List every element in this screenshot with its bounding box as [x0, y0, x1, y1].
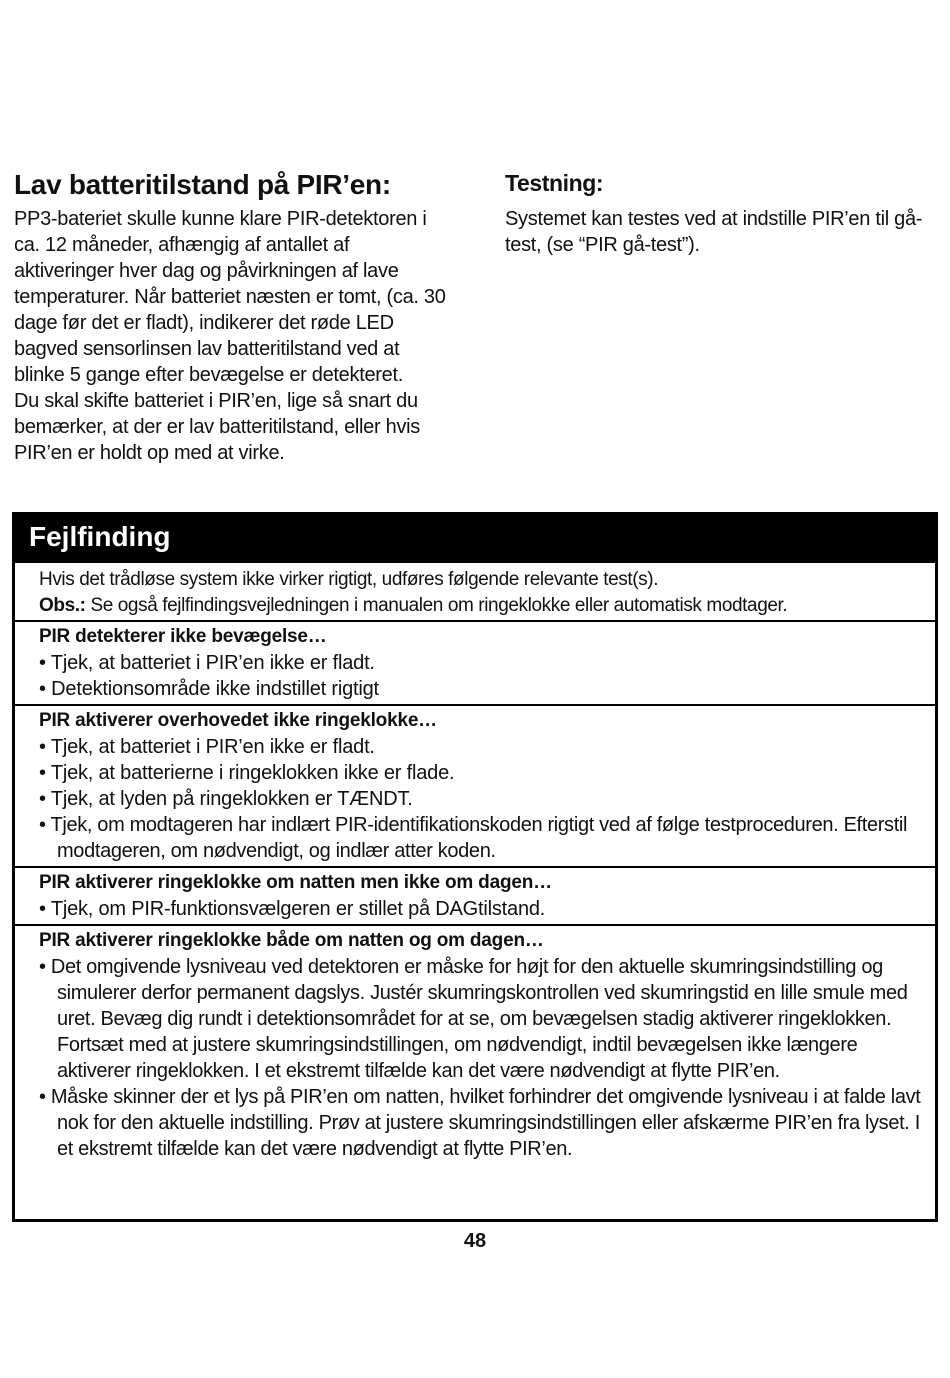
list-item: • Tjek, at batteriet i PIR’en ikke er fladt. — [39, 650, 929, 676]
note-label: Obs.: — [39, 595, 86, 616]
list-item: • Tjek, at batteriet i PIR’en ikke er fladt. — [39, 734, 929, 760]
troubleshooting-intro — [15, 563, 935, 622]
section-heading: PIR aktiverer overhovedet ikke ringeklokke… — [39, 710, 437, 731]
section-heading: PIR aktiverer ringeklokke om natten men ikke om dagen… — [39, 872, 552, 893]
page-number: 48 — [463, 1230, 487, 1252]
list-item: • Tjek, at lyden på ringeklokken er TÆNDT. — [39, 786, 929, 812]
troubleshoot-section-day-and-night — [15, 926, 935, 1164]
section-heading: PIR aktiverer ringeklokke både om natten og om dagen… — [39, 930, 544, 951]
low-battery-paragraph-2: Du skal skifte batteriet i PIR’en, lige så snart du bemærker, at der er lav batteritilstand, eller hvis PIR’en er holdt op med at virke. — [14, 390, 420, 464]
troubleshoot-section-no-chime — [15, 706, 935, 868]
section-heading: PIR detekterer ikke bevægelse… — [39, 626, 327, 647]
note-line — [39, 593, 929, 619]
testing-column — [505, 166, 935, 258]
list-item: • Tjek, at batterierne i ringeklokken ikke er flade. — [39, 760, 929, 786]
intro-text: Hvis det trådløse system ikke virker rigtigt, udføres følgende relevante test(s). — [39, 569, 659, 590]
low-battery-paragraph: PP3-bateriet skulle kunne klare PIR-detektoren i ca. 12 måneder, afhængig af antallet af aktiveringer hver dag og påvirkningen af lave temperaturer. Når batteriet næsten er tomt, (ca. 30 dage før det er fladt), indikerer det røde LED bagved sensorlinsen lav batteritilstand ved at blinke 5 gange efter bevægelse er detekteret. — [14, 208, 446, 386]
list-item: • Detektionsområde ikke indstillet rigtigt — [39, 676, 929, 702]
troubleshoot-section-no-motion — [15, 622, 935, 706]
low-battery-column — [14, 166, 454, 466]
list-item: • Tjek, om modtageren har indlært PIR-identifikationskoden rigtigt ved af følge testproceduren. Efterstil modtageren, om nødvendigt, og indlær atter koden. — [39, 812, 929, 864]
low-battery-heading: Lav batteritilstand på PIR’en: — [14, 169, 391, 200]
troubleshooting-title: Fejlfinding — [15, 515, 935, 563]
list-item: • Måske skinner der et lys på PIR’en om natten, hvilket forhindrer det omgivende lysniveau i at falde lavt nok for den aktuelle indstilling. Prøv at justere skumringsindstillingen eller afskærme PIR’en fra lyset. I et ekstremt tilfælde kan det være nødvendigt at flytte PIR’en. — [39, 1084, 929, 1162]
note-text: Se også fejlfindingsvejledningen i manualen om ringeklokke eller automatisk modtager. — [85, 595, 788, 616]
testing-heading: Testning: — [505, 170, 604, 196]
troubleshoot-section-night-only — [15, 868, 935, 926]
troubleshooting-box — [12, 512, 938, 1222]
testing-paragraph: Systemet kan testes ved at indstille PIR’en til gå-test, (se “PIR gå-test”). — [505, 208, 923, 256]
list-item: • Det omgivende lysniveau ved detektoren er måske for højt for den aktuelle skumringsindstilling og simulerer derfor permanent dagslys. Justér skumringskontrollen ved skumringstid en lille smule med uret. Bevæg dig rundt i detektionsområdet for at se, om bevægelsen stadig aktiverer ringeklokken. Fortsæt med at justere skumringsindstillingen, om nødvendigt, indtil bevægelsen ikke længere aktiverer ringeklokken. I et ekstremt tilfælde kan det være nødvendigt at flytte PIR’en. — [39, 954, 929, 1084]
list-item: • Tjek, om PIR-funktionsvælgeren er stillet på DAGtilstand. — [39, 896, 929, 922]
